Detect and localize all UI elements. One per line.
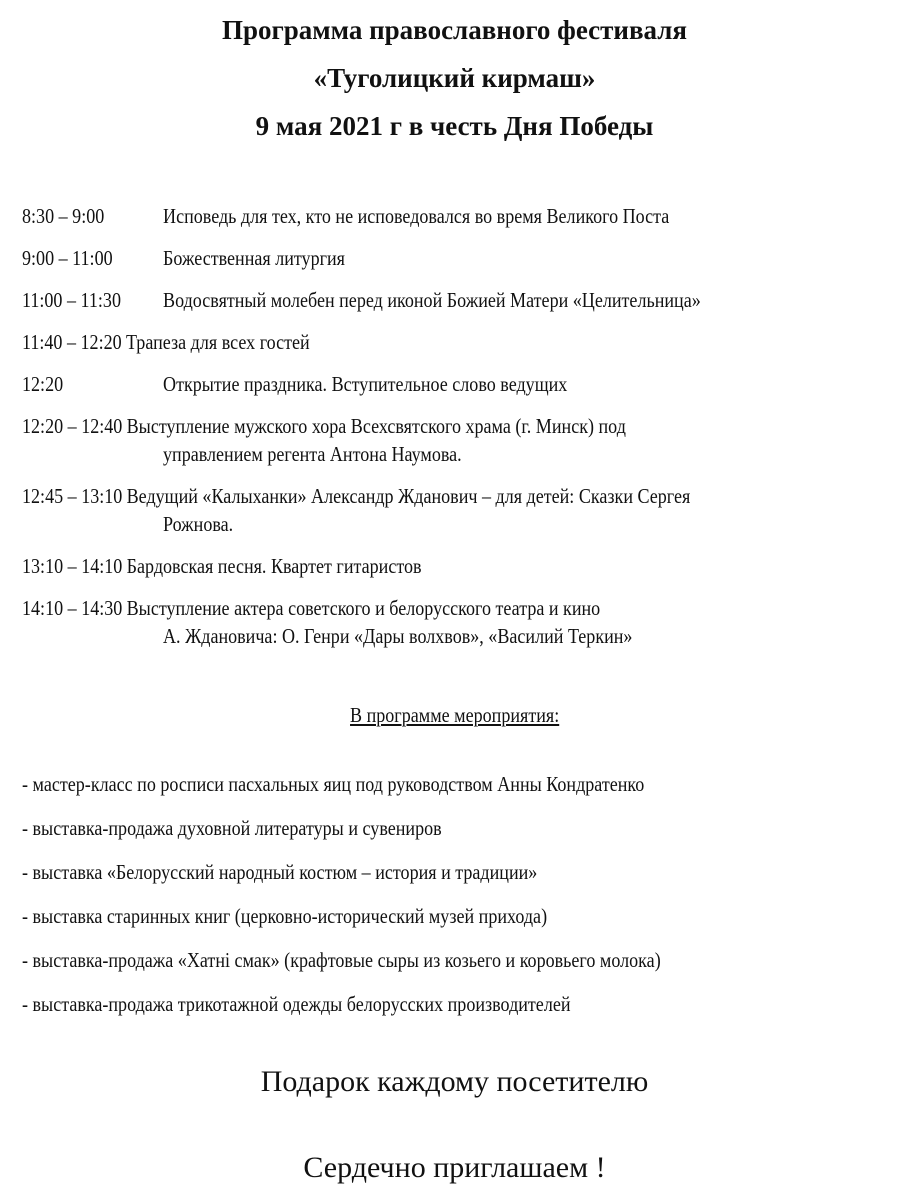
program-item: - выставка старинных книг (церковно-исторический музей прихода) <box>22 904 548 928</box>
schedule-text: Ведущий «Калыханки» Александр Жданович – для детей: Сказки Сергея <box>126 484 691 508</box>
program-heading <box>0 702 909 728</box>
schedule-text: Водосвятный молебен перед иконой Божией Матери «Целительница» <box>163 288 701 312</box>
schedule-text: Трапеза для всех гостей <box>125 330 310 354</box>
program-heading-text: В программе мероприятия: <box>349 703 560 727</box>
schedule-time: 14:10 – 14:30 <box>22 596 123 620</box>
schedule-time: 11:40 – 12:20 <box>22 330 122 354</box>
program-item: - выставка-продажа трикотажной одежды белорусских производителей <box>22 992 571 1016</box>
schedule-time: 12:20 <box>22 372 64 396</box>
schedule-time: 13:10 – 14:10 <box>22 554 123 578</box>
title-line-3: 9 мая 2021 г в честь Дня Победы <box>255 111 654 141</box>
schedule-text: Исповедь для тех, кто не исповедовался во время Великого Поста <box>163 204 670 228</box>
schedule-text-continuation: управлением регента Антона Наумова. <box>163 442 462 466</box>
schedule-row <box>22 595 600 621</box>
schedule-row <box>22 245 345 271</box>
schedule-text: Божественная литургия <box>163 246 345 270</box>
title-line-1: Программа православного фестиваля <box>221 15 688 45</box>
schedule-time: 12:20 – 12:40 <box>22 414 123 438</box>
schedule-time: 8:30 – 9:00 <box>22 204 105 228</box>
schedule-text: Бардовская песня. Квартет гитаристов <box>126 554 422 578</box>
schedule-row <box>22 287 701 313</box>
schedule-text-continuation: А. Ждановича: О. Генри «Дары волхвов», «Василий Теркин» <box>163 624 633 648</box>
schedule-text: Выступление актера советского и белорусского театра и кино <box>126 596 601 620</box>
schedule-time: 9:00 – 11:00 <box>22 246 113 270</box>
schedule-time: 12:45 – 13:10 <box>22 484 123 508</box>
program-item: - мастер-класс по росписи пасхальных яиц под руководством Анны Кондратенко <box>22 772 645 796</box>
title-line-2: «Туголицкий кирмаш» <box>313 63 596 93</box>
schedule-row <box>22 203 669 229</box>
schedule-row <box>22 371 567 397</box>
schedule-row <box>22 483 690 509</box>
schedule-text: Открытие праздника. Вступительное слово ведущих <box>163 372 568 396</box>
program-item: - выставка «Белорусский народный костюм – история и традиции» <box>22 860 538 884</box>
gift-note: Подарок каждому посетителю <box>260 1065 649 1098</box>
schedule-row <box>22 553 422 579</box>
schedule-row <box>22 413 626 439</box>
invitation: Сердечно приглашаем ! <box>303 1151 606 1184</box>
schedule-time: 11:00 – 11:30 <box>22 288 122 312</box>
program-item: - выставка-продажа «Хатні смак» (крафтовые сыры из козьего и коровьего молока) <box>22 948 661 972</box>
schedule-text-continuation: Рожнова. <box>163 512 234 536</box>
schedule-row <box>22 329 310 355</box>
schedule-text: Выступление мужского хора Всехсвятского храма (г. Минск) под <box>126 414 626 438</box>
program-item: - выставка-продажа духовной литературы и сувениров <box>22 816 442 840</box>
